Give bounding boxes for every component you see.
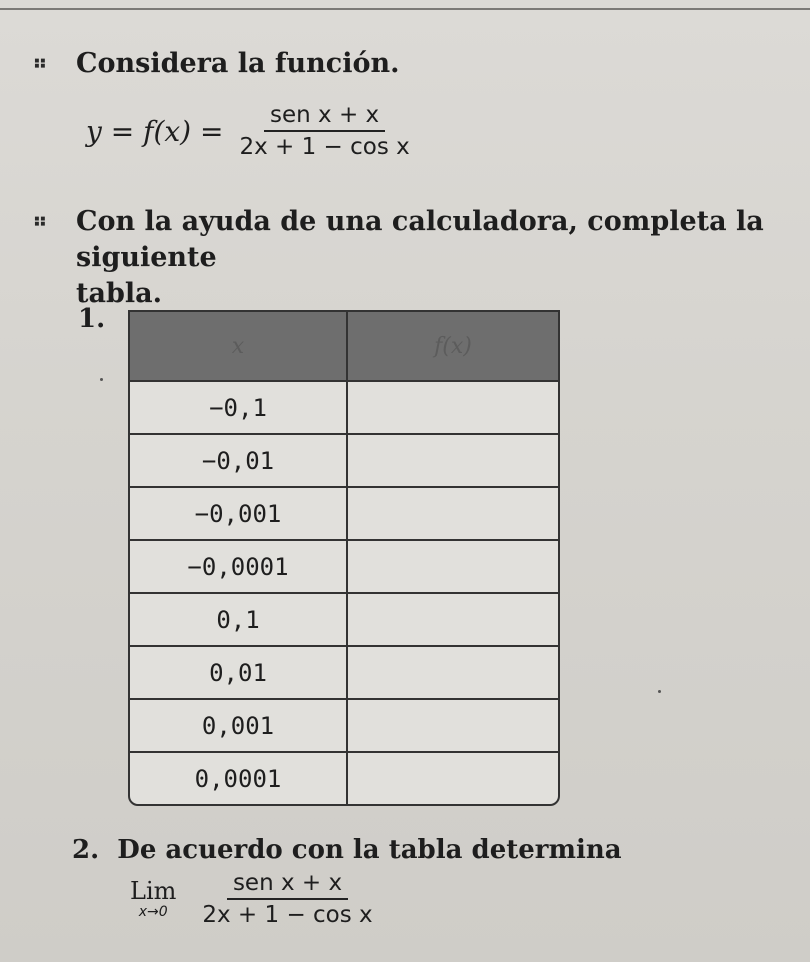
formula-numerator: sen x + x [264, 102, 385, 132]
table-header [130, 312, 558, 382]
item-1-number: 1. [78, 304, 106, 334]
header-fx: f(x) [434, 333, 472, 359]
cell-x: −0,01 [130, 435, 348, 486]
page-top-rule [0, 8, 810, 10]
limit-subscript: x→0 [138, 904, 168, 920]
limit-operator [130, 878, 176, 920]
formula-lhs: y = f(x) = [86, 114, 224, 148]
function-formula [86, 102, 416, 160]
cell-x: 0,0001 [130, 753, 348, 804]
stray-dot [658, 690, 661, 693]
cell-x: 0,01 [130, 647, 348, 698]
cell-x: −0,0001 [130, 541, 348, 592]
cell-x: 0,001 [130, 700, 348, 751]
cell-fx-blank[interactable] [348, 382, 558, 433]
cell-fx-blank[interactable] [348, 435, 558, 486]
cell-fx-blank[interactable] [348, 647, 558, 698]
table-row [130, 488, 558, 541]
formula-denominator: 2x + 1 − cos x [239, 134, 410, 160]
limit-fraction [196, 870, 378, 928]
instruction-complete-table [76, 204, 810, 312]
cell-fx-blank[interactable] [348, 753, 558, 804]
cell-x: 0,1 [130, 594, 348, 645]
table-row [130, 382, 558, 435]
item-2-number: 2. [72, 835, 100, 865]
table-row [130, 647, 558, 700]
cell-fx-blank[interactable] [348, 541, 558, 592]
stray-dot [100, 378, 103, 381]
instruction-consider-function: Considera la función. [76, 48, 400, 79]
table-row [130, 541, 558, 594]
cell-x: −0,001 [130, 488, 348, 539]
limit-numerator: sen x + x [227, 870, 348, 900]
cell-fx-blank[interactable] [348, 700, 558, 751]
bullet-icon: ⠶ [32, 208, 46, 232]
limit-denominator: 2x + 1 − cos x [202, 902, 373, 928]
header-x: x [130, 312, 348, 380]
cell-fx-blank[interactable] [348, 488, 558, 539]
formula-fraction [233, 102, 415, 160]
table-row [130, 700, 558, 753]
bullet-icon: ⠶ [32, 50, 46, 74]
instruction-line-1: Con la ayuda de una calculadora, completa la siguiente [76, 206, 764, 273]
values-table [128, 310, 560, 806]
instruction-line-2: tabla. [76, 278, 162, 309]
item-2-text: De acuerdo con la tabla determina [117, 835, 622, 865]
cell-fx-blank[interactable] [348, 594, 558, 645]
table-row [130, 435, 558, 488]
table-row [130, 594, 558, 647]
limit-expression [130, 870, 379, 928]
item-2-question [72, 832, 622, 868]
limit-word: Lim [130, 877, 177, 905]
cell-x: −0,1 [130, 382, 348, 433]
table-row [130, 753, 558, 804]
